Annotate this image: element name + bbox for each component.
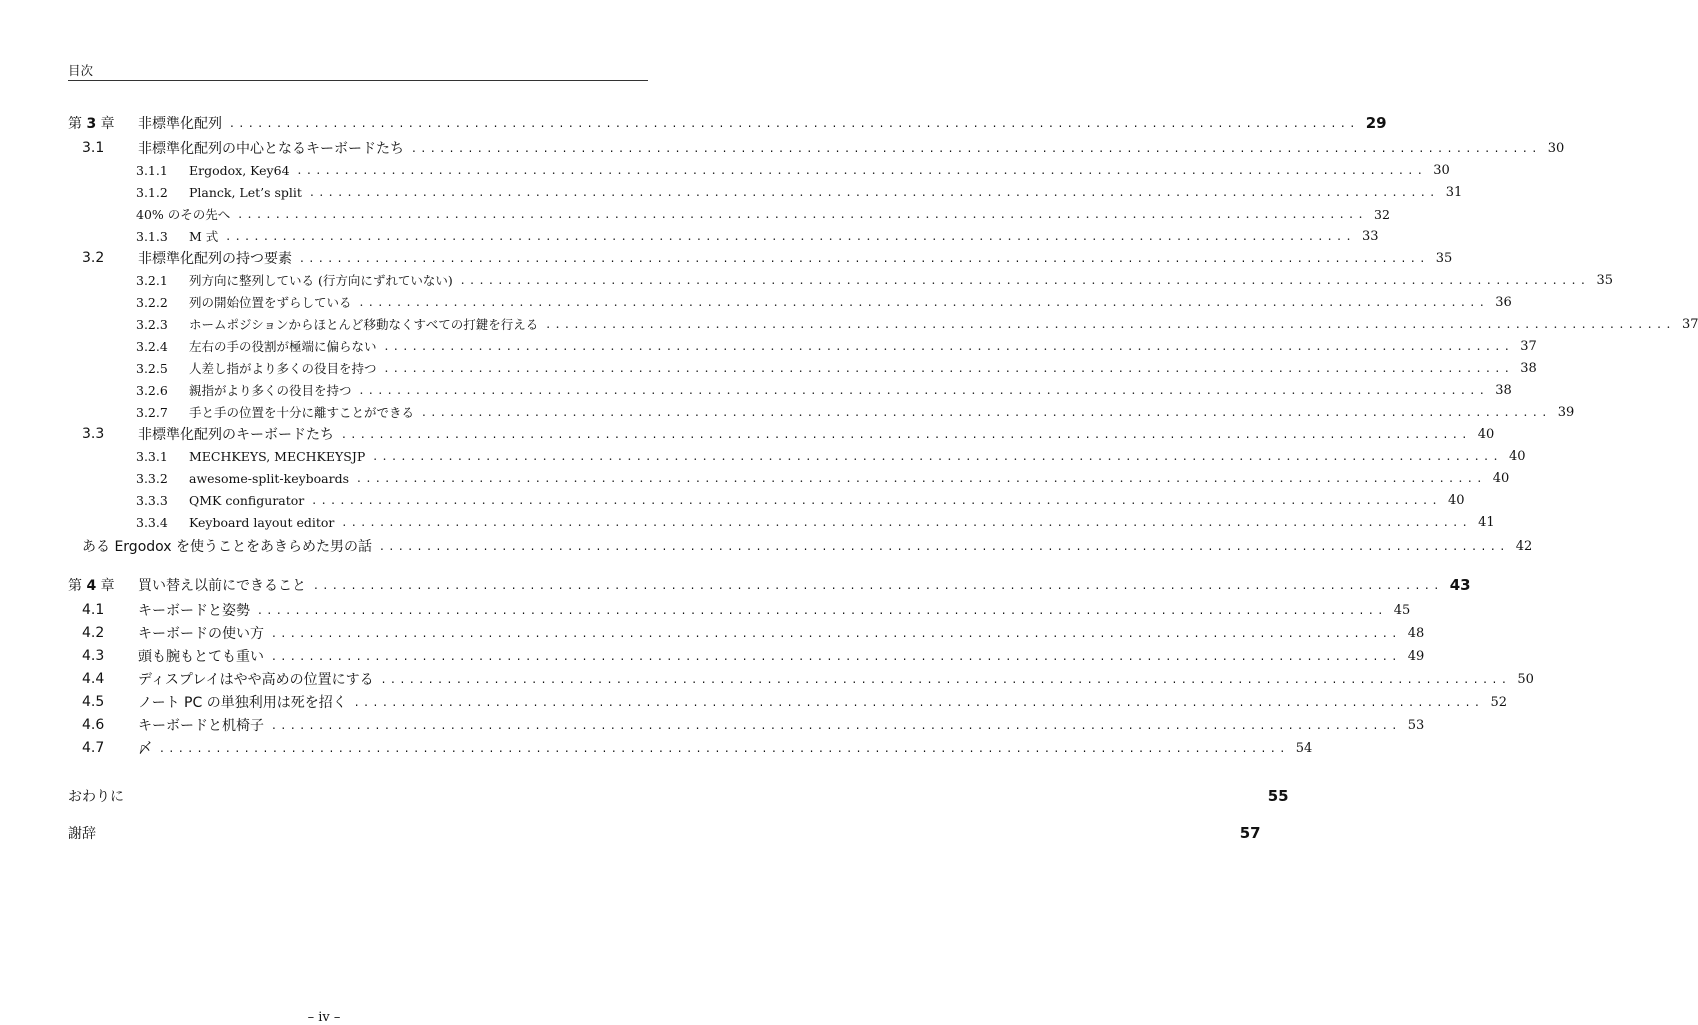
toc-entry-page: 48 xyxy=(1407,625,1425,641)
toc-entry-number: 4.4 xyxy=(82,671,105,687)
toc-entry-number: 4.7 xyxy=(82,740,105,756)
dot-leader: ........................................................................................................................ xyxy=(309,185,1440,199)
toc-entry-page: 39 xyxy=(1557,404,1575,420)
dot-leader: ........................................................................................................................ xyxy=(160,741,1290,755)
toc-entry-page: 53 xyxy=(1407,717,1425,733)
dot-leader: ........................................................................................................................ xyxy=(460,273,1591,287)
toc-entry xyxy=(68,467,1510,489)
page-number: – iv – xyxy=(307,1010,341,1025)
toc-entry xyxy=(68,822,1261,844)
toc-entry-title: Planck, Let’s split xyxy=(189,184,302,200)
toc-entry-number: 3.1.2 xyxy=(136,184,168,200)
toc-entry xyxy=(68,714,1425,736)
toc-entry-title: ディスプレイはやや高めの位置にする xyxy=(138,672,374,688)
toc-entry xyxy=(68,291,1512,313)
toc-entry-number xyxy=(68,113,138,133)
toc-entry-title: QMK configurator xyxy=(189,492,305,508)
toc-entry-number: 4.1 xyxy=(82,602,105,618)
toc-entry-page: 38 xyxy=(1495,382,1512,398)
toc-entry-number: 3.3 xyxy=(82,426,105,442)
toc-entry xyxy=(68,203,1390,225)
dot-leader: ........................................................................................................................ xyxy=(422,405,1552,419)
dot-leader: ........................................................................................................................ xyxy=(359,383,1490,397)
toc-entry xyxy=(68,423,1495,445)
toc-entry xyxy=(68,574,1471,596)
running-head: 目次 xyxy=(68,63,94,78)
toc-entry-page: 45 xyxy=(1393,602,1411,618)
toc-entry-title: キーボードと机椅子 xyxy=(138,718,264,734)
toc-entry xyxy=(68,112,1387,134)
toc-entry-title: キーボードと姿勢 xyxy=(138,603,250,619)
dot-leader: ........................................................................................................................ xyxy=(230,116,1360,130)
toc-entry-page: 35 xyxy=(1435,250,1453,266)
dot-leader: ........................................................................................................................ xyxy=(354,695,1485,709)
toc-entry-title: おわりに xyxy=(68,789,124,805)
toc-entry-number: 3.2.7 xyxy=(136,404,168,420)
toc-entry-number: 3.1 xyxy=(82,140,105,156)
toc-entry xyxy=(68,489,1465,511)
toc-entry xyxy=(68,247,1453,269)
chapter-suffix: 章 xyxy=(96,116,115,132)
toc-entry-number: 3.2.1 xyxy=(136,272,168,288)
toc-entry xyxy=(68,645,1425,667)
toc-entry-page: 49 xyxy=(1407,648,1425,664)
toc-entry-number: 4.3 xyxy=(82,648,105,664)
toc-entry-title: 非標準化配列のキーボードたち xyxy=(138,427,334,443)
toc-entry-number: 3.2.5 xyxy=(136,360,168,376)
toc-entry-number: 3.2.2 xyxy=(136,294,168,310)
toc-entry xyxy=(68,445,1526,467)
toc-entry-number: 3.1.1 xyxy=(136,162,168,178)
toc-entry xyxy=(68,313,1698,335)
toc-entry-title: 謝辞 xyxy=(68,826,96,842)
chapter-prefix: 第 xyxy=(68,116,87,132)
toc-entry-title: Keyboard layout editor xyxy=(189,514,335,530)
dot-leader: ........................................................................................................................ xyxy=(312,493,1443,507)
toc-entry xyxy=(68,137,1565,159)
chapter-number: 4 xyxy=(86,578,97,594)
chapter-prefix: 第 xyxy=(68,578,87,594)
dot-leader: ........................................................................................................................ xyxy=(226,229,1357,243)
toc-entry-number: 3.2.4 xyxy=(136,338,168,354)
dot-leader: ........................................................................................................................ xyxy=(412,141,1542,155)
dot-leader: ........................................................................................................................ xyxy=(546,317,1676,331)
toc-entry-page: 52 xyxy=(1490,694,1507,710)
toc-entry-page: 30 xyxy=(1433,162,1450,178)
toc-entry-title: 列の開始位置をずらしている xyxy=(189,295,352,310)
toc-entry xyxy=(68,668,1534,690)
toc-entry xyxy=(68,269,1614,291)
toc-entry-title: 左右の手の役割が極端に偏らない xyxy=(189,339,377,354)
toc-entry-number: 4.5 xyxy=(82,694,105,710)
toc-entry-title: awesome-split-keyboards xyxy=(189,470,350,486)
toc-entry-title: ホームポジションからほとんど移動なくすべての打鍵を行える xyxy=(189,317,539,332)
toc-entry-title: 親指がより多くの役目を持つ xyxy=(189,383,352,398)
toc-entry-page: 41 xyxy=(1478,514,1495,530)
toc-entry-page: 42 xyxy=(1515,538,1533,554)
toc-entry xyxy=(68,379,1512,401)
dot-leader: ........................................................................................................................ xyxy=(297,163,1428,177)
toc-entry-number xyxy=(68,575,138,595)
toc-entry-page: 38 xyxy=(1520,360,1537,376)
dot-leader: ........................................................................................................................ xyxy=(357,471,1487,485)
toc-entry-title: 非標準化配列の持つ要素 xyxy=(138,251,292,267)
chapter-suffix: 章 xyxy=(96,578,115,594)
toc-entry-title: Ergodox, Key64 xyxy=(189,162,290,178)
toc-entry-number: 3.2.6 xyxy=(136,382,168,398)
dot-leader: ........................................................................................................................ xyxy=(384,361,1515,375)
toc-entry xyxy=(68,225,1379,247)
toc-entry-page: 43 xyxy=(1449,576,1471,594)
toc-entry xyxy=(68,335,1537,357)
toc-entry xyxy=(68,401,1575,423)
toc-entry xyxy=(68,511,1495,533)
toc-entry-title: 列方向に整列している (行方向にずれていない) xyxy=(189,273,453,288)
toc-entry-page: 37 xyxy=(1520,338,1537,354)
toc-entry-title: 人差し指がより多くの役目を持つ xyxy=(189,361,377,376)
toc-entry xyxy=(68,357,1537,379)
toc-entry-number: 4.6 xyxy=(82,717,105,733)
toc-entry-title: M 式 xyxy=(189,229,219,244)
toc-entry-page: 57 xyxy=(1239,824,1261,842)
toc-entry-page: 30 xyxy=(1547,140,1565,156)
toc-entry-page: 40 xyxy=(1492,470,1510,486)
toc-entry-number: 3.2 xyxy=(82,250,105,266)
chapter-number: 3 xyxy=(86,116,97,132)
dot-leader: ........................................................................................................................ xyxy=(314,578,1444,592)
toc-entry xyxy=(68,737,1313,759)
toc-entry-page: 40 xyxy=(1448,492,1465,508)
toc-entry-number: 3.3.4 xyxy=(136,514,168,530)
dot-leader: ........................................................................................................................ xyxy=(258,603,1388,617)
toc-entry-title: 〆 xyxy=(138,741,152,757)
toc-entry xyxy=(68,622,1425,644)
dot-leader: ........................................................................................................................ xyxy=(373,449,1503,463)
dot-leader: ........................................................................................................................ xyxy=(272,626,1402,640)
toc-entry-title: 頭も腕もとても重い xyxy=(138,649,264,665)
toc-entry-page: 35 xyxy=(1596,272,1614,288)
dot-leader: ........................................................................................................................ xyxy=(359,295,1490,309)
toc-entry xyxy=(68,691,1507,713)
toc-entry xyxy=(68,159,1450,181)
toc-entry xyxy=(68,599,1411,621)
toc-entry-title: ノート PC の単独利用は死を招く xyxy=(138,695,347,711)
toc-entry-page: 36 xyxy=(1495,294,1512,310)
dot-leader: ........................................................................................................................ xyxy=(272,649,1402,663)
toc-entry-page: 55 xyxy=(1267,787,1289,805)
toc-entry-page: 40 xyxy=(1509,448,1526,464)
toc-entry-number: 3.2.3 xyxy=(136,316,168,332)
toc-entry-title: 非標準化配列の中心となるキーボードたち xyxy=(138,141,404,157)
toc-entry-title: 買い替え以前にできること xyxy=(138,578,306,594)
toc-entry-number: 3.3.1 xyxy=(136,448,168,464)
toc-entry xyxy=(68,181,1463,203)
toc-entry-title: 40% のその先へ xyxy=(136,207,231,222)
toc-entry-page: 31 xyxy=(1445,184,1463,200)
toc-entry-title: MECHKEYS, MECHKEYSJP xyxy=(189,448,366,464)
toc-entry-number: 3.1.3 xyxy=(136,228,168,244)
toc-entry-page: 37 xyxy=(1681,316,1698,332)
toc-entry-page: 40 xyxy=(1477,426,1495,442)
toc-entry-title: 非標準化配列 xyxy=(138,116,222,132)
dot-leader: ........................................................................................................................ xyxy=(380,539,1510,553)
toc-entry-number: 3.3.2 xyxy=(136,470,168,486)
dot-leader: ........................................................................................................................ xyxy=(300,251,1430,265)
dot-leader: ........................................................................................................................ xyxy=(342,515,1473,529)
toc-entry-page: 33 xyxy=(1362,228,1379,244)
dot-leader: ........................................................................................................................ xyxy=(238,207,1368,221)
toc-entry xyxy=(68,535,1533,557)
toc-entry-number: 4.2 xyxy=(82,625,105,641)
toc-entry-title: ある Ergodox を使うことをあきらめた男の話 xyxy=(82,539,373,555)
toc-entry-number: 3.3.3 xyxy=(136,492,168,508)
dot-leader: ........................................................................................................................ xyxy=(342,427,1472,441)
toc-entry-page: 29 xyxy=(1365,114,1387,132)
toc-entry-page: 32 xyxy=(1374,206,1390,222)
dot-leader: ........................................................................................................................ xyxy=(384,339,1515,353)
header-rule xyxy=(68,80,648,81)
toc-entry xyxy=(68,785,1289,807)
toc-entry-title: 手と手の位置を十分に離すことができる xyxy=(189,405,415,420)
toc-entry-page: 50 xyxy=(1517,671,1534,687)
dot-leader: ........................................................................................................................ xyxy=(272,718,1402,732)
toc-entry-page: 54 xyxy=(1295,740,1313,756)
dot-leader: ........................................................................................................................ xyxy=(381,672,1512,686)
toc-entry-title: キーボードの使い方 xyxy=(138,626,264,642)
